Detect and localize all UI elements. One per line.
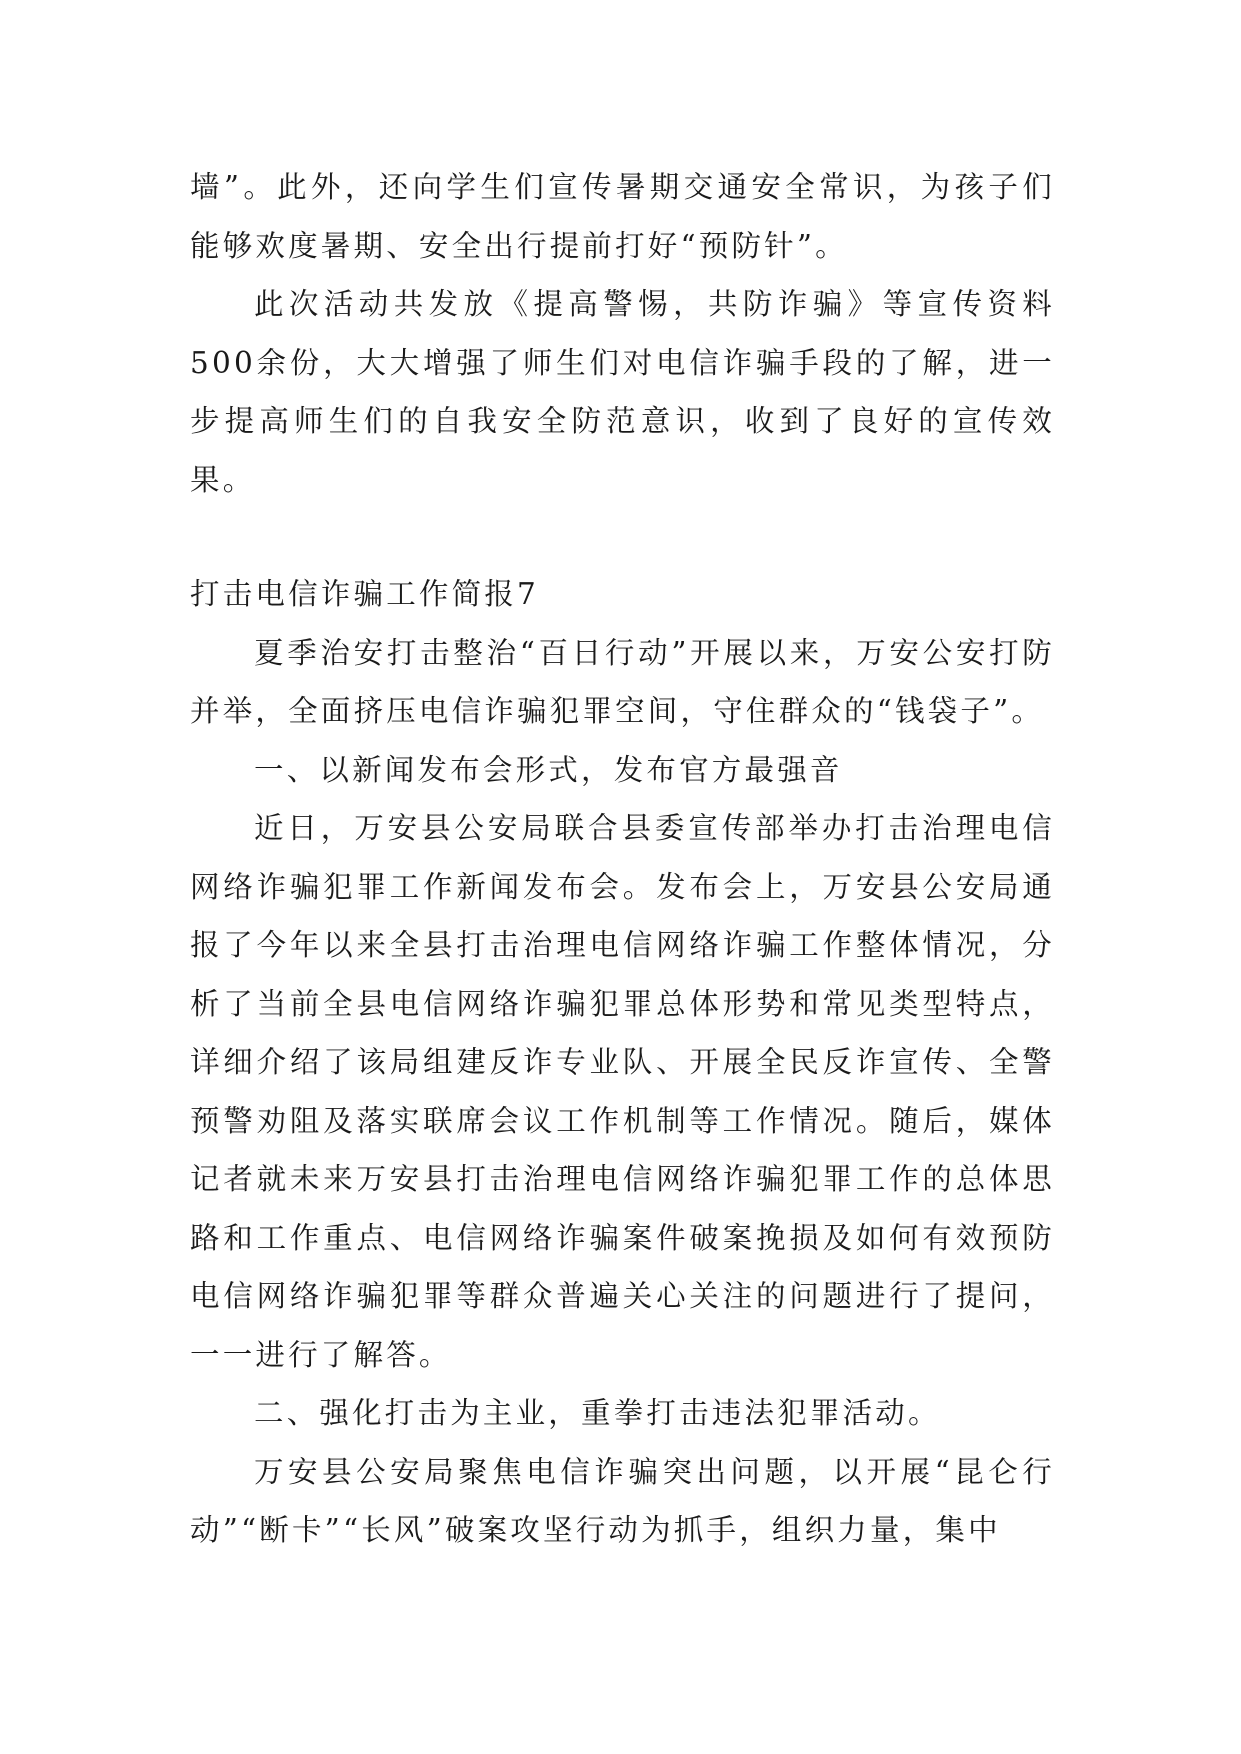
paragraph-press-conference: 近日，万安县公安局联合县委宣传部举办打击治理电信网络诈骗犯罪工作新闻发布会。发布会上，万安县公安局通报了今年以来全县打击治理电信网络诈骗工作整体情况，分析了当前全县电信网络诈骗犯罪总体形势和常见类型特点，详细介绍了该局组建反诈专业队、开展全民反诈宣传、全警预警劝阻及落实联席会议工作机制等工作情况。随后，媒体记者就未来万安县打击治理电信网络诈骗犯罪工作的总体思路和工作重点、电信网络诈骗案件破案挽损及如何有效预防电信网络诈骗犯罪等群众普遍关心关注的问题进行了提问，一一进行了解答。 [190,811,1055,1372]
paragraph-continuation: 墙”。此外，还向学生们宣传暑期交通安全常识，为孩子们能够欢度暑期、安全出行提前打好“预防针”。 [190,170,1055,263]
paragraph-intro: 夏季治安打击整治“百日行动”开展以来，万安公安打防并举，全面挤压电信诈骗犯罪空间，守住群众的“钱袋子”。 [190,635,1055,728]
heading-crackdown: 二、强化打击为主业，重拳打击违法犯罪活动。 [254,1396,941,1430]
document-body [190,158,1055,1560]
heading-press-conference: 一、以新闻发布会形式，发布官方最强音 [254,752,843,787]
paragraph-activity-summary: 此次活动共发放《提高警惕，共防诈骗》等宣传资料500余份，大大增强了师生们对电信诈骗手段的了解，进一步提高师生们的自我安全防范意识，收到了良好的宣传效果。 [190,287,1055,497]
paragraph-crackdown: 万安县公安局聚焦电信诈骗突出问题，以开展“昆仑行动”“断卡”“长风”破案攻坚行动为抓手，组织力量，集中 [190,1454,1055,1547]
section-title: 打击电信诈骗工作简报7 [190,577,539,611]
